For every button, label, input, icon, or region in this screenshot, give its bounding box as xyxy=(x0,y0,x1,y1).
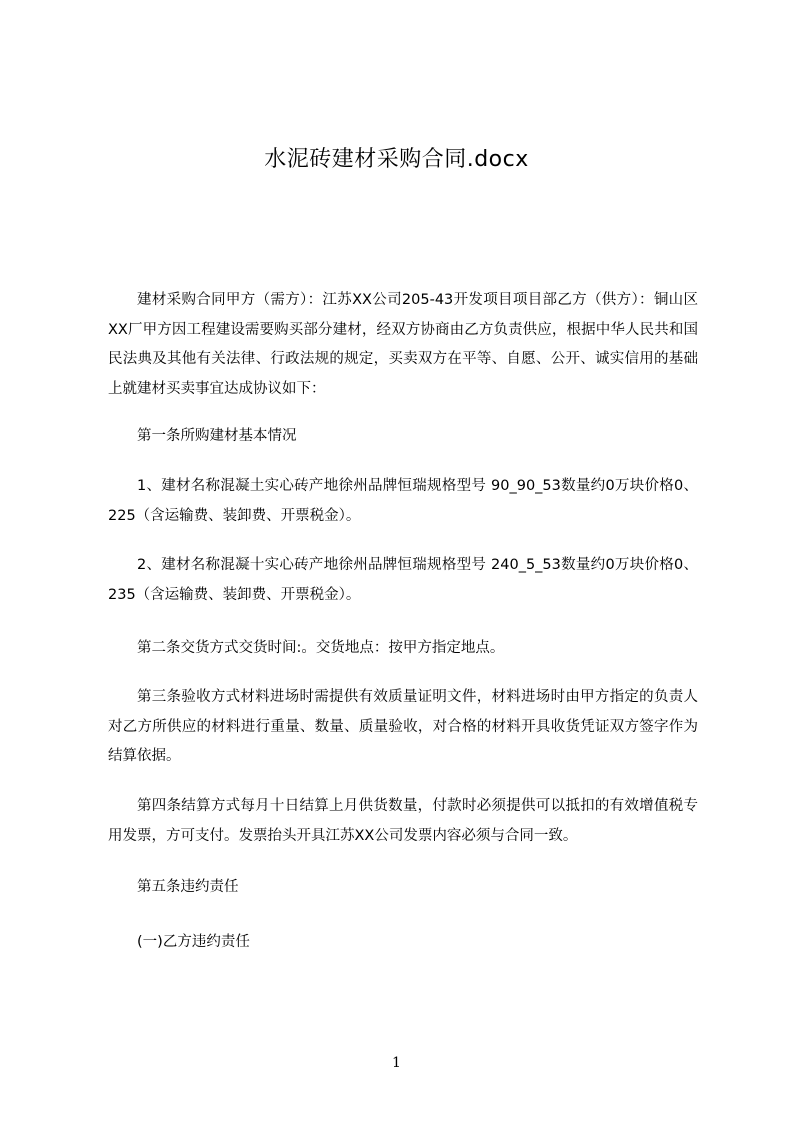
article-4-paragraph: 第四条结算方式每月十日结算上月供货数量，付款时必须提供可以抵扣的有效增值税专用发票，方可支付。发票抬头开具江苏XX公司发票内容必须与合同一致。 xyxy=(108,798,698,844)
page-number: 1 xyxy=(392,1055,401,1071)
article-3-paragraph: 第三条验收方式材料进场时需提供有效质量证明文件，材料进场时由甲方指定的负责人对乙方所供应的材料进行重量、数量、质量验收，对合格的材料开具收货凭证双方签字作为结算依据。 xyxy=(108,689,698,764)
intro-paragraph: 建材采购合同甲方（需方）：江苏XX公司205-43开发项目项目部乙方（供方）：铜山区XX厂甲方因工程建设需要购买部分建材，经双方协商由乙方负责供应，根据中华人民共和国民法典及其他有关法律、行政法规的规定，买卖双方在平等、自愿、公开、诚实信用的基础上就建材买卖事宜达成协议如下： xyxy=(108,292,698,397)
article-1-heading: 第一条所购建材基本情况 xyxy=(137,428,297,444)
article-2-paragraph: 第二条交货方式交货时间:。交货地点：按甲方指定地点。 xyxy=(137,640,505,656)
article-5-heading: 第五条违约责任 xyxy=(137,879,239,895)
article-1-item-1: 1、建材名称混凝土实心砖产地徐州品牌恒瑞规格型号 90_90_53数量约0万块价格0、225（含运输费、装卸费、开票税金）。 xyxy=(108,478,698,524)
document-title: 水泥砖建材采购合同.docx xyxy=(264,147,529,172)
article-1-item-2: 2、建材名称混凝十实心砖产地徐州品牌恒瑞规格型号 240_5_53数量约0万块价格0、235（含运输费、装卸费、开票税金）。 xyxy=(108,557,698,603)
article-5-subheading-1: (一)乙方违约责任 xyxy=(137,934,250,950)
